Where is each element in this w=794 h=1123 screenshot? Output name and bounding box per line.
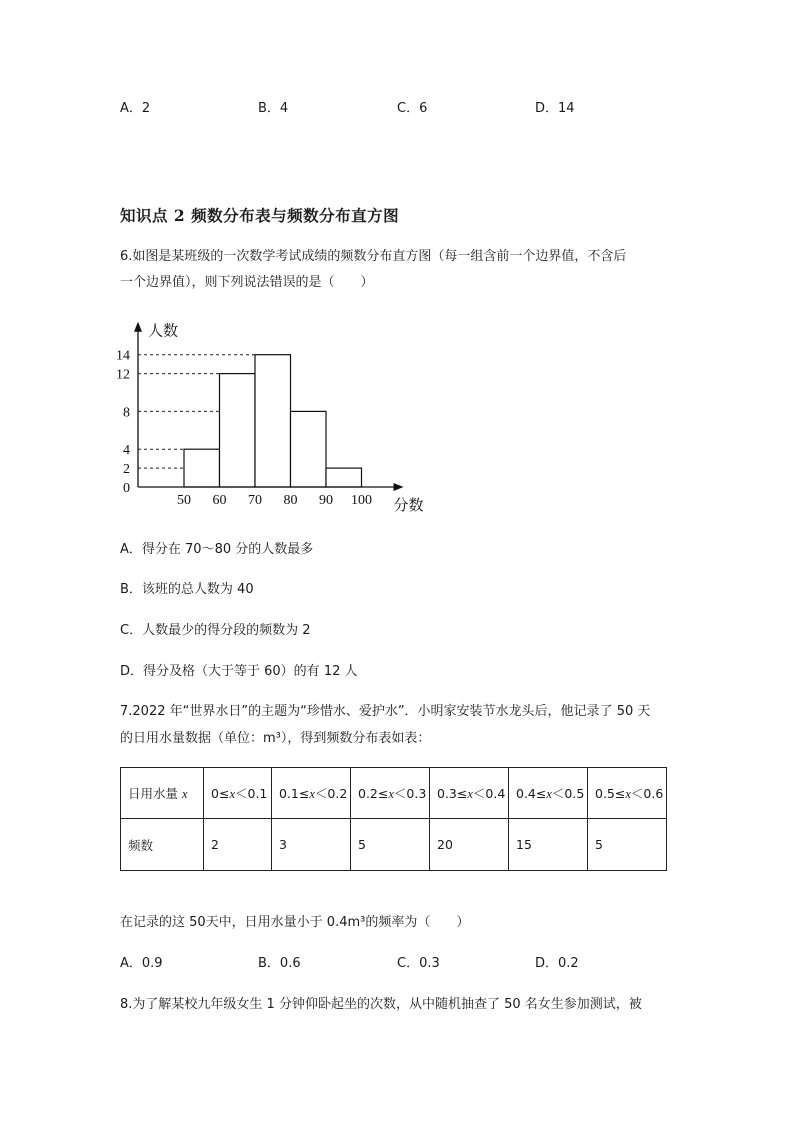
interval-var: x bbox=[546, 787, 552, 801]
y-tick-label: 2 bbox=[123, 462, 130, 478]
histogram-bar bbox=[184, 449, 220, 487]
interval-hi: ＜0.1 bbox=[235, 786, 268, 801]
x-tick-label: 70 bbox=[248, 493, 262, 508]
histogram-bar bbox=[326, 468, 362, 487]
q7-text-line1: 7.2022 年“世界水日”的主题为“珍惜水、爱护水”．小明家安装节水龙头后，他记录了 50 天 bbox=[120, 704, 651, 719]
q6-option-c: C．人数最少的得分段的频数为 2 bbox=[120, 623, 311, 638]
interval-lo: 0≤ bbox=[211, 786, 230, 801]
q7-question: 在记录的这 50天中，日用水量小于 0.4m³的频率为（ ） bbox=[120, 915, 470, 930]
frequency-table bbox=[120, 767, 667, 871]
interval-var: x bbox=[229, 787, 235, 801]
q5-option-a: A．2 bbox=[120, 101, 151, 116]
q6-option-a: A．得分在 70～80 分的人数最多 bbox=[120, 542, 314, 557]
interval-cell bbox=[272, 768, 351, 819]
q5-option-c: C．6 bbox=[397, 101, 428, 116]
interval-lo: 0.4≤ bbox=[516, 786, 547, 801]
y-axis-label: 人数 bbox=[148, 321, 179, 340]
interval-hi: ＜0.5 bbox=[551, 786, 585, 801]
q7-option-a: A．0.9 bbox=[120, 956, 163, 971]
q6-option-b: B．该班的总人数为 40 bbox=[120, 582, 254, 597]
y-tick-label: 12 bbox=[116, 367, 130, 383]
q8-text-line1: 8.为了解某校九年级女生 1 分钟仰卧起坐的次数，从中随机抽查了 50 名女生参加测试，被 bbox=[120, 997, 642, 1012]
interval-cell bbox=[351, 768, 430, 819]
x-axis-label: 分数 bbox=[393, 496, 424, 514]
section-title: 知识点 2 频数分布表与频数分布直方图 bbox=[120, 206, 400, 225]
frequency-cell: 20 bbox=[430, 819, 509, 871]
q5-option-d: D．14 bbox=[535, 101, 575, 116]
chart-root bbox=[116, 322, 424, 514]
interval-var: x bbox=[625, 787, 631, 801]
table-freq-label: 频数 bbox=[121, 819, 204, 871]
interval-hi: ＜0.2 bbox=[314, 786, 348, 801]
x-tick-label: 60 bbox=[212, 493, 227, 508]
histogram-bar bbox=[255, 355, 291, 487]
interval-var: x bbox=[388, 787, 394, 801]
frequency-cell: 15 bbox=[509, 819, 588, 871]
histogram-chart bbox=[108, 305, 428, 515]
x-axis-arrow bbox=[394, 483, 404, 491]
interval-cell bbox=[430, 768, 509, 819]
q6-text-line1: 6.如图是某班级的一次数学考试成绩的频数分布直方图（每一组含前一个边界值，不含后 bbox=[120, 249, 627, 264]
frequency-cell: 3 bbox=[272, 819, 351, 871]
interval-cell bbox=[204, 768, 272, 819]
q7-option-d: D．0.2 bbox=[535, 956, 579, 971]
frequency-cell: 2 bbox=[204, 819, 272, 871]
q6-text-line2: 一个边界值），则下列说法错误的是（ ） bbox=[120, 275, 374, 290]
x-tick-label: 90 bbox=[319, 493, 333, 508]
interval-var: x bbox=[467, 787, 473, 801]
interval-var: x bbox=[309, 787, 315, 801]
y-axis-arrow bbox=[134, 322, 142, 332]
interval-lo: 0.1≤ bbox=[279, 786, 310, 801]
table-header-label bbox=[121, 768, 204, 819]
interval-lo: 0.3≤ bbox=[437, 786, 468, 801]
header-label-text: 日用水量 bbox=[128, 786, 179, 801]
interval-hi: ＜0.4 bbox=[472, 786, 506, 801]
histogram-bar bbox=[291, 411, 327, 487]
interval-lo: 0.5≤ bbox=[595, 786, 626, 801]
table-header-row bbox=[121, 768, 667, 819]
frequency-cell: 5 bbox=[588, 819, 667, 871]
interval-cell bbox=[509, 768, 588, 819]
interval-hi: ＜0.6 bbox=[630, 786, 664, 801]
y-tick-label: 4 bbox=[123, 443, 130, 459]
header-var: x bbox=[182, 787, 188, 801]
interval-hi: ＜0.3 bbox=[393, 786, 427, 801]
interval-cell bbox=[588, 768, 667, 819]
frequency-cell: 5 bbox=[351, 819, 430, 871]
q5-option-b: B．4 bbox=[258, 101, 289, 116]
y-tick-label: 14 bbox=[116, 348, 130, 364]
table-frequency-row bbox=[121, 819, 667, 871]
y-tick-label: 0 bbox=[123, 481, 130, 496]
q7-option-c: C．0.3 bbox=[397, 956, 440, 971]
q6-option-d: D．得分及格（大于等于 60）的有 12 人 bbox=[120, 664, 358, 679]
x-tick-label: 80 bbox=[283, 493, 298, 508]
q7-text-line2: 的日用水量数据（单位：m³），得到频数分布表如表： bbox=[120, 731, 431, 746]
histogram-bar bbox=[220, 374, 256, 487]
q7-option-b: B．0.6 bbox=[258, 956, 301, 971]
x-tick-label: 50 bbox=[177, 493, 191, 508]
y-tick-label: 8 bbox=[123, 405, 130, 421]
interval-lo: 0.2≤ bbox=[358, 786, 389, 801]
x-tick-label: 100 bbox=[351, 493, 372, 508]
